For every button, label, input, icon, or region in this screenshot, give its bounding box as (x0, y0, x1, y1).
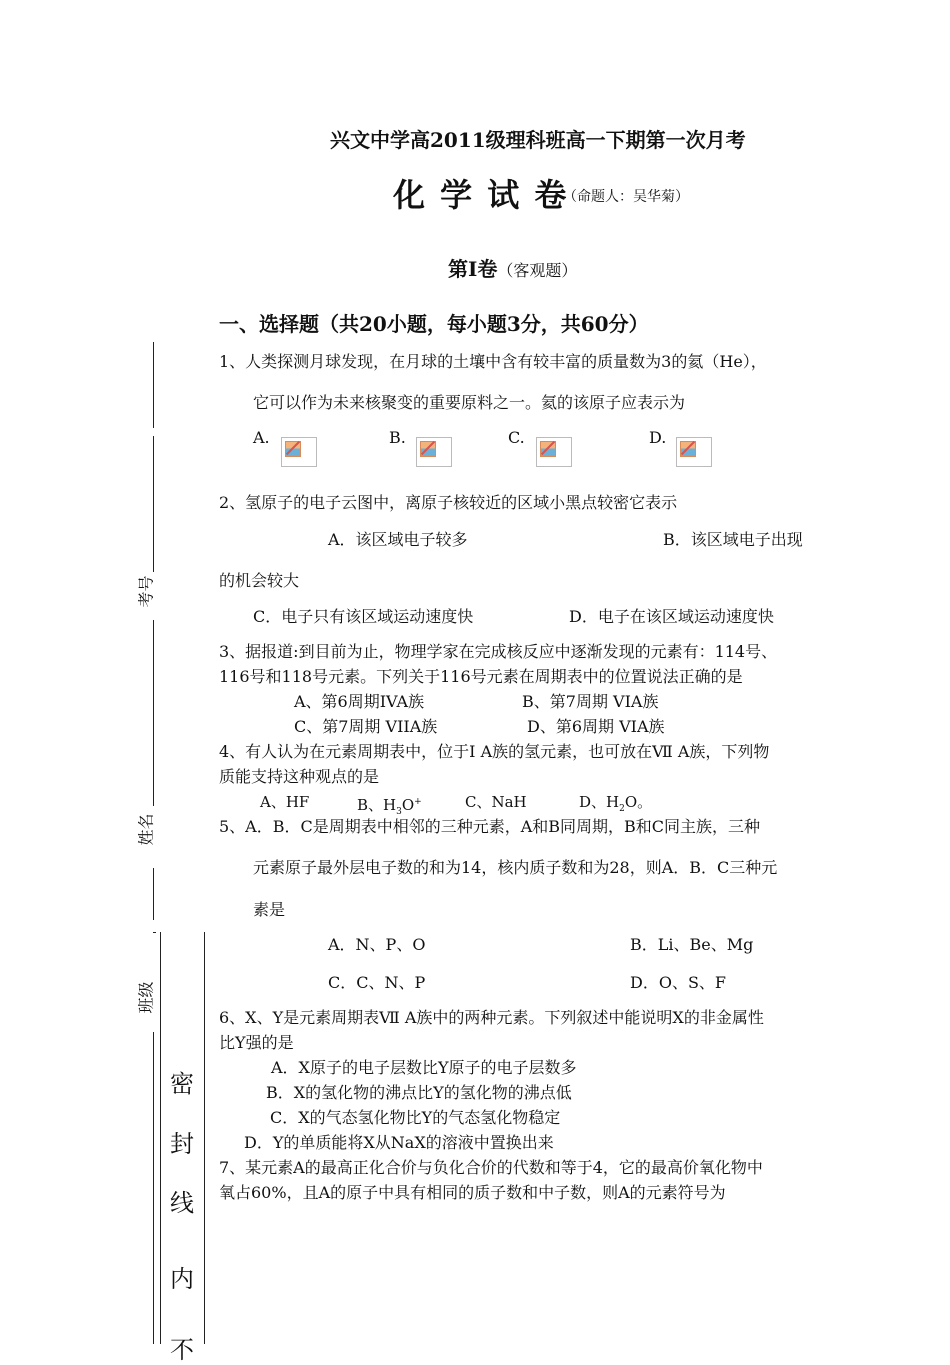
q3-line2: 116号和118号元素。下列关于116号元素在周期表中的位置说法正确的是 (219, 667, 743, 686)
binding-line-1 (153, 342, 154, 428)
q4-line1: 4、有人认为在元素周期表中，位于I A族的氢元素，也可放在Ⅶ A族，下列物 (219, 742, 770, 761)
q4-option-a: A、HF (260, 793, 310, 811)
q6-option-d: D．Y的单质能将X从NaX的溶液中置换出来 (244, 1133, 554, 1152)
q1-option-d: D. (649, 428, 667, 447)
q3-option-b: B、第7周期 VIA族 (522, 692, 659, 711)
q5-option-a: A．N、P、O (328, 935, 426, 954)
seal-box-left (160, 932, 161, 1344)
q5-line3: 素是 (253, 900, 286, 919)
q4-option-d (579, 792, 652, 819)
label-kaohao: 考号 (136, 575, 156, 608)
q2-option-b-cont: 的机会较大 (219, 571, 300, 590)
q7-line2: 氧占60%，且A的原子中具有相同的质子数和中子数，则A的元素符号为 (219, 1183, 726, 1202)
q5-line1: 5、A．B．C是周期表中相邻的三种元素，A和B同周期，B和C同主族，三种 (219, 817, 761, 836)
q1-option-b: B. (389, 428, 406, 447)
q1-option-c: C. (508, 428, 525, 447)
q4-option-c: C、NaH (465, 793, 527, 811)
volume-subtitle: （客观题） (497, 261, 578, 280)
binding-line-4 (153, 868, 154, 920)
q1-line1: 1、人类探测月球发现，在月球的土壤中含有较丰富的质量数为3的氦（He）， (219, 352, 767, 371)
q5-option-b: B．Li、Be、Mg (630, 935, 754, 954)
q5-option-d: D．O、S、F (630, 973, 727, 992)
binding-line-2 (153, 436, 154, 572)
q2-option-b: B．该区域电子出现 (663, 530, 803, 549)
q4-option-b-pre: B、H (357, 796, 397, 814)
q2-option-d: D．电子在该区域运动速度快 (569, 607, 774, 626)
broken-image-icon (281, 437, 317, 467)
binding-line-5 (153, 1032, 154, 1344)
q5-line2: 元素原子最外层电子数的和为14，核内质子数和为28，则A．B．C三种元 (253, 858, 778, 877)
q6-option-b: B．X的氢化物的沸点比Y的氢化物的沸点低 (266, 1083, 572, 1102)
binding-line-3 (153, 620, 154, 806)
q4-option-d-post: O。 (624, 793, 653, 811)
broken-image-icon (676, 437, 712, 467)
section-title: 一、选择题（共20小题，每小题3分，共60分） (219, 312, 649, 336)
q4-option-d-pre: D、H (579, 793, 620, 811)
seal-char-mi: 密 (170, 1070, 194, 1098)
q4-option-b-sup: + (414, 797, 422, 807)
q4-line2: 质能支持这种观点的是 (219, 767, 380, 786)
q2-option-a: A．该区域电子较多 (328, 530, 468, 549)
seal-char-feng: 封 (170, 1130, 194, 1158)
seal-char-xian: 线 (170, 1189, 194, 1217)
q3-line1: 3、据报道:到目前为止，物理学家在完成核反应中逐渐发现的元素有：114号、 (219, 642, 778, 661)
volume-title-main: 第I卷 (448, 257, 498, 281)
q6-option-a: A．X原子的电子层数比Y原子的电子层数多 (271, 1058, 577, 1077)
q2-option-c: C．电子只有该区域运动速度快 (253, 607, 474, 626)
q1-option-a: A. (253, 428, 270, 447)
broken-image-icon (536, 437, 572, 467)
volume-title (448, 253, 577, 282)
school-title: 兴文中学高2011级理科班高一下期第一次月考 (330, 128, 746, 152)
q7-line1: 7、某元素A的最高正化合价与负化合价的代数和等于4，它的最高价氧化物中 (219, 1158, 763, 1177)
label-xingming: 姓名 (136, 813, 156, 846)
q6-line2: 比Y强的是 (219, 1033, 294, 1052)
binding-hline (153, 932, 156, 933)
q3-option-d: D、第6周期 VIA族 (527, 717, 665, 736)
q5-option-c: C．C、N、P (328, 973, 426, 992)
q4-option-d-sub: 2 (619, 804, 625, 814)
q6-line1: 6、X、Y是元素周期表Ⅶ A族中的两种元素。下列叙述中能说明X的非金属性 (219, 1008, 764, 1027)
q4-option-b-sub: 3 (396, 807, 402, 817)
seal-box-right (204, 932, 205, 1344)
seal-char-nei: 内 (170, 1265, 194, 1293)
q3-option-a: A、第6周期IVA族 (294, 692, 425, 711)
q3-option-c: C、第7周期 VIIA族 (294, 717, 438, 736)
exam-title: 化 学 试 卷 (393, 176, 569, 214)
q2-line1: 2、氢原子的电子云图中，离原子核较近的区域小黑点较密它表示 (219, 493, 678, 512)
q4-option-b-mid: O (401, 796, 415, 814)
q1-line2: 它可以作为未来核聚变的重要原料之一。氦的该原子应表示为 (253, 393, 686, 412)
broken-image-icon (416, 437, 452, 467)
q6-option-c: C．X的气态氢化物比Y的气态氢化物稳定 (270, 1108, 561, 1127)
seal-char-bu: 不 (170, 1336, 194, 1364)
label-banji: 班级 (136, 981, 156, 1014)
exam-author: （命题人：吴华菊） (563, 189, 689, 205)
